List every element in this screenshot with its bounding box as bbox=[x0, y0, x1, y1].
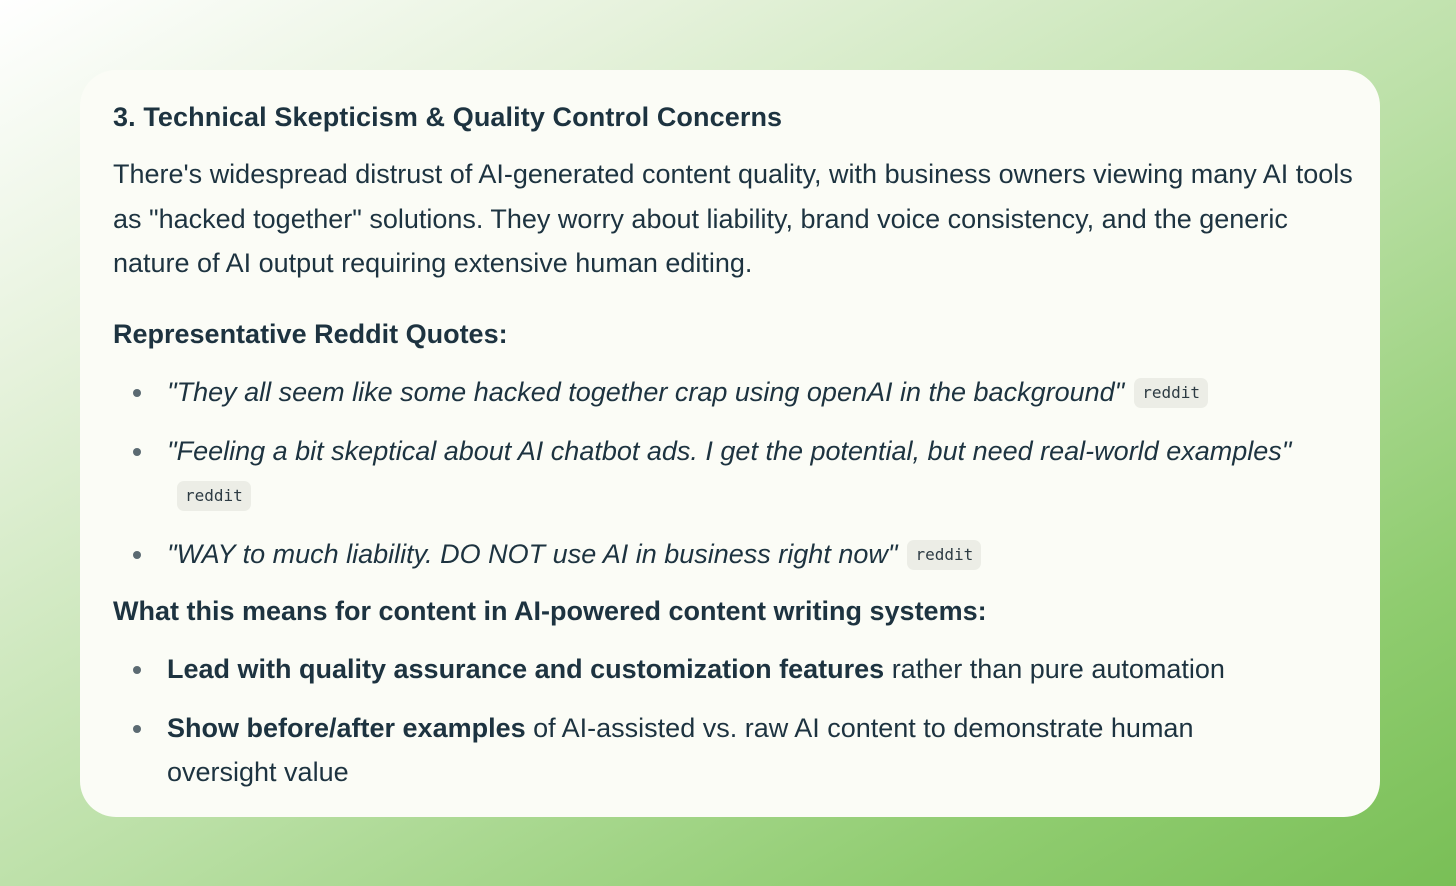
list-item bbox=[113, 370, 1293, 415]
bullet-icon bbox=[133, 389, 141, 397]
content-card bbox=[80, 70, 1380, 817]
list-item bbox=[113, 706, 1293, 795]
source-badge[interactable]: reddit bbox=[1134, 378, 1208, 408]
source-badge[interactable]: reddit bbox=[177, 481, 251, 511]
bullet-icon bbox=[133, 448, 141, 456]
implication-text: of AI-assisted vs. raw AI content to demonstrate human oversight value bbox=[167, 712, 1194, 787]
implications-heading: What this means for content in AI-powered content writing systems: bbox=[113, 596, 987, 626]
list-item bbox=[113, 647, 1293, 692]
bullet-icon bbox=[133, 666, 141, 674]
section-title: 3. Technical Skepticism & Quality Control Concerns bbox=[113, 102, 783, 132]
quote-text: "Feeling a bit skeptical about AI chatbot ads. I get the potential, but need real-world examples" bbox=[167, 435, 1292, 466]
bullet-icon bbox=[133, 551, 141, 559]
quotes-list bbox=[113, 370, 1293, 576]
list-item bbox=[113, 532, 1293, 577]
quotes-heading: Representative Reddit Quotes: bbox=[113, 319, 508, 349]
quote-text: "WAY to much liability. DO NOT use AI in business right now" bbox=[167, 538, 898, 569]
implication-text: rather than pure automation bbox=[884, 654, 1225, 684]
implication-bold-text: Show before/after examples bbox=[167, 712, 526, 743]
source-badge[interactable]: reddit bbox=[907, 540, 981, 570]
implications-list bbox=[113, 647, 1293, 795]
bullet-icon bbox=[133, 725, 141, 733]
list-item bbox=[113, 429, 1293, 518]
intro-paragraph: There's widespread distrust of AI-generated content quality, with business owners viewing many AI tools as "hacked together" solutions. They worry about liability, brand voice consistency, and the generic nature of AI output requiring extensive human editing. bbox=[113, 159, 1353, 278]
implication-bold-text: Lead with quality assurance and customization features bbox=[167, 654, 885, 684]
quote-text: "They all seem like some hacked together crap using openAI in the background" bbox=[167, 377, 1125, 407]
